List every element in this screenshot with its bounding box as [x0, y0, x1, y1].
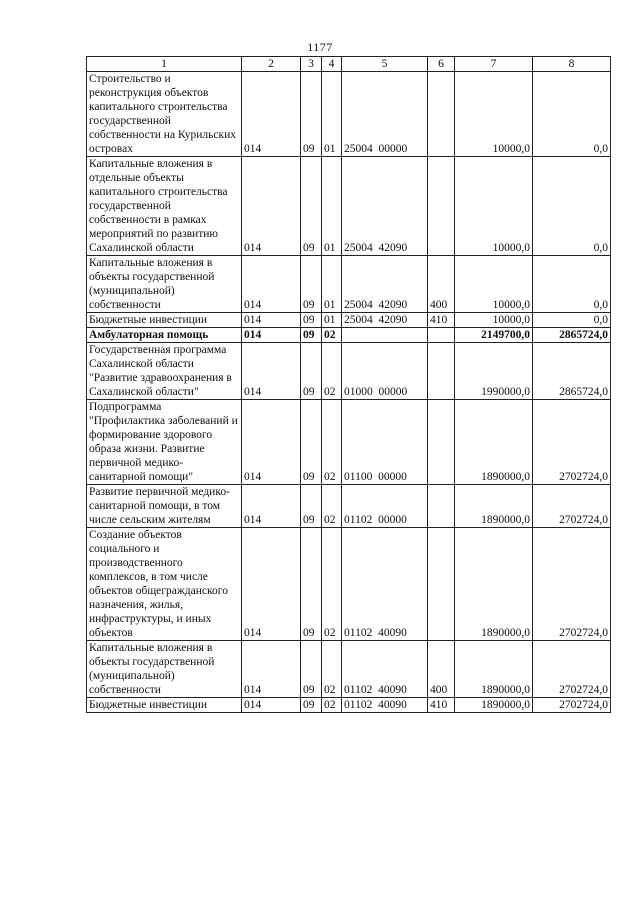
ministry-code: 014 [242, 698, 301, 713]
expense-type-code [428, 485, 455, 528]
table-row [87, 400, 611, 485]
amount-col8: 0,0 [533, 72, 611, 157]
target-article-code: 01102 40090 [342, 641, 428, 698]
ministry-code: 014 [242, 641, 301, 698]
subsection-code: 01 [322, 72, 342, 157]
expense-type-code: 400 [428, 256, 455, 313]
subsection-code: 02 [322, 343, 342, 400]
expense-type-code [428, 400, 455, 485]
amount-col8: 2702724,0 [533, 485, 611, 528]
column-header: 7 [455, 57, 533, 72]
amount-col8: 2865724,0 [533, 328, 611, 343]
section-code: 09 [301, 343, 322, 400]
column-header: 2 [242, 57, 301, 72]
budget-table [86, 56, 611, 713]
row-name: Капитальные вложения в объекты государственной (муниципальной) собственности [87, 641, 242, 698]
column-header: 5 [342, 57, 428, 72]
row-name: Строительство и реконструкция объектов капитального строительства государственной собственности на Курильских островах [87, 72, 242, 157]
row-name: Бюджетные инвестиции [87, 698, 242, 713]
column-header: 4 [322, 57, 342, 72]
row-name: Государственная программа Сахалинской области "Развитие здравоохранения в Сахалинской области" [87, 343, 242, 400]
header-row [87, 57, 611, 72]
table-row [87, 528, 611, 641]
amount-col7: 1890000,0 [455, 641, 533, 698]
ministry-code: 014 [242, 72, 301, 157]
table-row [87, 72, 611, 157]
expense-type-code [428, 328, 455, 343]
table-row [87, 641, 611, 698]
amount-col7: 1890000,0 [455, 698, 533, 713]
ministry-code: 014 [242, 328, 301, 343]
ministry-code: 014 [242, 528, 301, 641]
subsection-code: 02 [322, 485, 342, 528]
subsection-code: 02 [322, 328, 342, 343]
expense-type-code: 410 [428, 698, 455, 713]
subsection-code: 01 [322, 256, 342, 313]
amount-col7: 10000,0 [455, 313, 533, 328]
amount-col7: 1890000,0 [455, 485, 533, 528]
row-name: Капитальные вложения в объекты государственной (муниципальной) собственности [87, 256, 242, 313]
ministry-code: 014 [242, 400, 301, 485]
amount-col8: 2702724,0 [533, 528, 611, 641]
amount-col7: 1890000,0 [455, 528, 533, 641]
amount-col8: 0,0 [533, 157, 611, 256]
column-header: 6 [428, 57, 455, 72]
target-article-code: 01100 00000 [342, 400, 428, 485]
column-header: 3 [301, 57, 322, 72]
table-row [87, 485, 611, 528]
section-code: 09 [301, 528, 322, 641]
table-row [87, 313, 611, 328]
section-code: 09 [301, 328, 322, 343]
expense-type-code [428, 157, 455, 256]
table-row [87, 343, 611, 400]
section-code: 09 [301, 72, 322, 157]
amount-col8: 0,0 [533, 256, 611, 313]
target-article-code: 25004 42090 [342, 157, 428, 256]
row-name: Создание объектов социального и производственного комплексов, в том числе объектов общегражданского назначения, жилья, инфраструктуры, и иных объектов [87, 528, 242, 641]
amount-col7: 10000,0 [455, 256, 533, 313]
subsection-code: 02 [322, 528, 342, 641]
target-article-code: 25004 00000 [342, 72, 428, 157]
target-article-code: 01102 40090 [342, 698, 428, 713]
row-name: Амбулаторная помощь [87, 328, 242, 343]
subsection-code: 01 [322, 313, 342, 328]
table-row [87, 698, 611, 713]
amount-col7: 10000,0 [455, 72, 533, 157]
expense-type-code [428, 343, 455, 400]
ministry-code: 014 [242, 157, 301, 256]
section-code: 09 [301, 485, 322, 528]
target-article-code: 01102 00000 [342, 485, 428, 528]
amount-col8: 0,0 [533, 313, 611, 328]
section-code: 09 [301, 698, 322, 713]
ministry-code: 014 [242, 313, 301, 328]
ministry-code: 014 [242, 485, 301, 528]
amount-col7: 1890000,0 [455, 400, 533, 485]
row-name: Бюджетные инвестиции [87, 313, 242, 328]
section-code: 09 [301, 157, 322, 256]
table-row [87, 256, 611, 313]
expense-type-code: 410 [428, 313, 455, 328]
ministry-code: 014 [242, 343, 301, 400]
target-article-code: 01000 00000 [342, 343, 428, 400]
subsection-code: 01 [322, 157, 342, 256]
subsection-code: 02 [322, 400, 342, 485]
amount-col7: 2149700,0 [455, 328, 533, 343]
row-name: Подпрограмма "Профилактика заболеваний и формирование здорового образа жизни. Развитие первичной медико-санитарной помощи" [87, 400, 242, 485]
target-article-code: 01102 40090 [342, 528, 428, 641]
target-article-code [342, 328, 428, 343]
expense-type-code: 400 [428, 641, 455, 698]
column-header: 1 [87, 57, 242, 72]
section-code: 09 [301, 313, 322, 328]
amount-col7: 1990000,0 [455, 343, 533, 400]
expense-type-code [428, 528, 455, 641]
target-article-code: 25004 42090 [342, 256, 428, 313]
amount-col8: 2702724,0 [533, 641, 611, 698]
amount-col7: 10000,0 [455, 157, 533, 256]
section-code: 09 [301, 256, 322, 313]
section-code: 09 [301, 400, 322, 485]
table-row-section [87, 328, 611, 343]
subsection-code: 02 [322, 641, 342, 698]
table-row [87, 157, 611, 256]
ministry-code: 014 [242, 256, 301, 313]
expense-type-code [428, 72, 455, 157]
page-number: 1177 [307, 40, 333, 54]
target-article-code: 25004 42090 [342, 313, 428, 328]
subsection-code: 02 [322, 698, 342, 713]
row-name: Развитие первичной медико-санитарной помощи, в том числе сельским жителям [87, 485, 242, 528]
amount-col8: 2702724,0 [533, 400, 611, 485]
amount-col8: 2865724,0 [533, 343, 611, 400]
amount-col8: 2702724,0 [533, 698, 611, 713]
section-code: 09 [301, 641, 322, 698]
column-header: 8 [533, 57, 611, 72]
row-name: Капитальные вложения в отдельные объекты капитального строительства государственной собственности в рамках мероприятий по развитию Сахалинской области [87, 157, 242, 256]
